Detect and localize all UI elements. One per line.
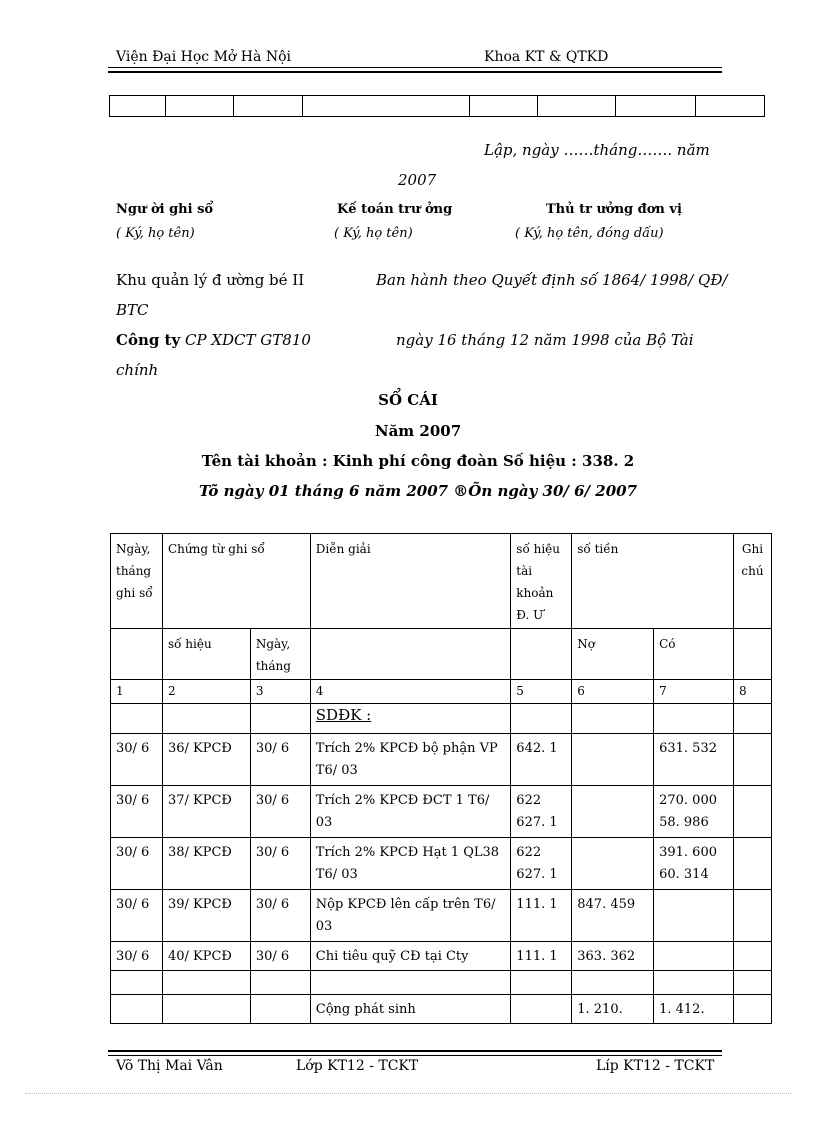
- org-unit: Khu quản lý đ ường bé II: [116, 271, 305, 289]
- ledger-account: Tên tài khoản : Kinh phí công đoàn Số hiệu : 338. 2: [201, 452, 635, 470]
- footer-class-alt: Líp KT12 - TCKT: [596, 1058, 715, 1074]
- cell-voucher-date: 30/ 6: [250, 786, 310, 838]
- cell-voucher-date: 30/ 6: [250, 734, 310, 786]
- col-number: 4: [310, 680, 511, 704]
- cell-credit: 391. 600 60. 314: [654, 838, 734, 890]
- cell-voucher-date: 30/ 6: [250, 838, 310, 890]
- signature-director-title: Thủ tr ưởng đơn vị: [546, 202, 682, 217]
- cell-voucher-no: 40/ KPCĐ: [162, 942, 250, 971]
- header-row-2: [111, 629, 772, 680]
- cell-debit: 363. 362: [572, 942, 654, 971]
- org-decision-date: ngày 16 tháng 12 năm 1998 của Bộ Tài: [396, 331, 694, 349]
- cell-voucher-date: 30/ 6: [250, 890, 310, 942]
- cell-date: 30/ 6: [111, 838, 163, 890]
- cell-debit: 847. 459: [572, 890, 654, 942]
- header-rule-thin: [108, 67, 722, 68]
- footer-rule-thin: [108, 1055, 722, 1056]
- cell-account: 622 627. 1: [511, 838, 572, 890]
- cell-account: 111. 1: [511, 890, 572, 942]
- total-label: Cộng phát sinh: [310, 995, 511, 1024]
- cell-account: 622 627. 1: [511, 786, 572, 838]
- total-debit: 1. 210.: [572, 995, 654, 1024]
- blank-table: [109, 95, 765, 117]
- cell-date: 30/ 6: [111, 890, 163, 942]
- cell-account: 111. 1: [511, 942, 572, 971]
- total-credit: 1. 412.: [654, 995, 734, 1024]
- column-number-row: [111, 680, 772, 704]
- cell-voucher-no: 39/ KPCĐ: [162, 890, 250, 942]
- th-note: Ghi chú: [733, 534, 771, 629]
- date-year: 2007: [398, 171, 437, 189]
- cell-date: 30/ 6: [111, 786, 163, 838]
- cell-debit: [572, 734, 654, 786]
- cell-date: 30/ 6: [111, 942, 163, 971]
- signature-accountant-title: Kế toán trư ởng: [337, 202, 453, 217]
- cell-credit: 631. 532: [654, 734, 734, 786]
- org-decision: Ban hành theo Quyết định số 1864/ 1998/ QĐ/: [376, 271, 728, 289]
- col-number: 5: [511, 680, 572, 704]
- table-row: [111, 734, 772, 786]
- cell-credit: [654, 942, 734, 971]
- empty-row: [111, 971, 772, 995]
- org-decision-date-cont: chính: [116, 361, 159, 379]
- date-line: Lập, ngày ……tháng……. năm: [484, 141, 710, 159]
- cell-description: Nộp KPCĐ lên cấp trên T6/ 03: [310, 890, 511, 942]
- col-number: 1: [111, 680, 163, 704]
- th-debit: Nợ: [572, 629, 654, 680]
- footer-class: Lớp KT12 - TCKT: [296, 1058, 419, 1074]
- th-voucher-date: Ngày, tháng: [250, 629, 310, 680]
- cell-voucher-no: 37/ KPCĐ: [162, 786, 250, 838]
- opening-balance-label: SDĐK :: [315, 706, 372, 724]
- th-description: Diễn giải: [310, 534, 511, 629]
- org-company-name: CP XDCT GT810: [185, 331, 311, 349]
- th-voucher-no: số hiệu: [162, 629, 250, 680]
- org-company-label: Công ty: [116, 331, 181, 349]
- opening-balance-row: [111, 704, 772, 734]
- signature-recorder-title: Ngư ời ghi sổ: [116, 202, 214, 217]
- cell-description: Chi tiêu quỹ CĐ tại Cty: [310, 942, 511, 971]
- header-institution: Viện Đại Học Mở Hà Nội: [116, 49, 291, 65]
- signature-director-note: ( Ký, họ tên, đóng dấu): [515, 226, 664, 241]
- header-faculty: Khoa KT & QTKD: [484, 49, 609, 65]
- th-contra-account: số hiệu tài khoản Đ. Ư: [511, 534, 572, 629]
- cell-debit: [572, 786, 654, 838]
- ledger-title: SỔ CÁI: [378, 391, 438, 409]
- signature-accountant-note: ( Ký, họ tên): [334, 226, 413, 241]
- table-row: [111, 838, 772, 890]
- ledger-table: [110, 533, 772, 1024]
- cell-account: 642. 1: [511, 734, 572, 786]
- header-rule-thick: [108, 71, 722, 73]
- th-amount: số tiền: [572, 534, 734, 629]
- ledger-period: Tõ ngày 01 tháng 6 năm 2007 ®Õn ngày 30/ 6/ 2007: [198, 482, 638, 500]
- th-date: Ngày, tháng ghi sổ: [111, 534, 163, 629]
- cell-voucher-no: 36/ KPCĐ: [162, 734, 250, 786]
- col-number: 2: [162, 680, 250, 704]
- cell-description: Trích 2% KPCĐ ĐCT 1 T6/ 03: [310, 786, 511, 838]
- th-voucher: Chứng từ ghi sổ: [162, 534, 310, 629]
- org-company: [116, 331, 311, 349]
- cell-credit: [654, 890, 734, 942]
- col-number: 7: [654, 680, 734, 704]
- footer-author: Võ Thị Mai Vân: [116, 1058, 223, 1074]
- page-edge-divider: [25, 1093, 791, 1094]
- signature-recorder-note: ( Ký, họ tên): [116, 226, 195, 241]
- cell-debit: [572, 838, 654, 890]
- header-row-1: [111, 534, 772, 629]
- col-number: 8: [733, 680, 771, 704]
- table-row: [111, 942, 772, 971]
- table-row: [111, 786, 772, 838]
- cell-voucher-no: 38/ KPCĐ: [162, 838, 250, 890]
- ledger-year: Năm 2007: [374, 422, 462, 440]
- cell-date: 30/ 6: [111, 734, 163, 786]
- table-row: [111, 890, 772, 942]
- cell-voucher-date: 30/ 6: [250, 942, 310, 971]
- th-credit: Có: [654, 629, 734, 680]
- footer-rule-thick: [108, 1050, 722, 1052]
- col-number: 6: [572, 680, 654, 704]
- cell-description: Trích 2% KPCĐ Hạt 1 QL38 T6/ 03: [310, 838, 511, 890]
- cell-description: Trích 2% KPCĐ bộ phận VP T6/ 03: [310, 734, 511, 786]
- cell-credit: 270. 000 58. 986: [654, 786, 734, 838]
- org-decision-cont: BTC: [116, 301, 149, 319]
- total-row: [111, 995, 772, 1024]
- col-number: 3: [250, 680, 310, 704]
